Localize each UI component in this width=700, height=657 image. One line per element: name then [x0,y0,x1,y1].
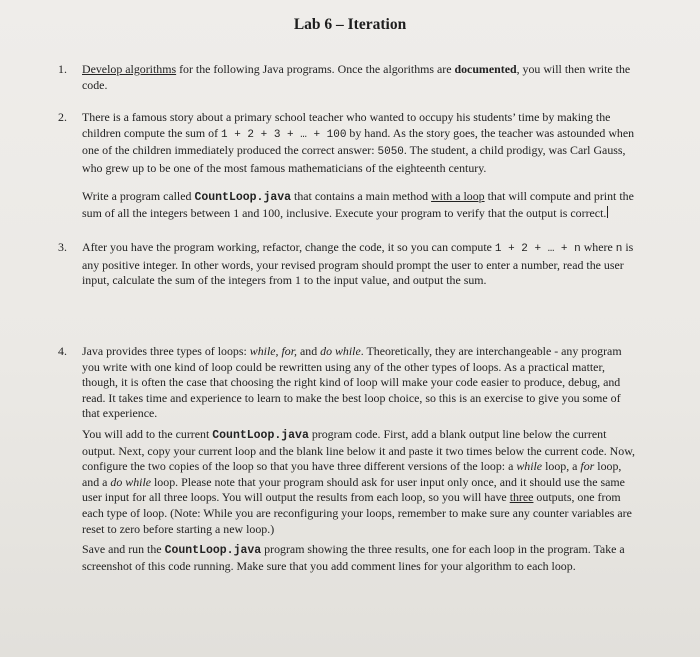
italic-text: while [516,459,543,474]
text: that will compute and print the sum of all the integers between 1 and 100, inclusive. Execute your program to verify that the output is correct. [82,189,634,220]
item-body [82,110,638,222]
code-answer: 5050 [377,146,404,159]
code-filename: CountLoop.java [164,544,262,558]
text: After you have the program working, refactor, change the code, it so you can compute [82,240,495,254]
text: loop, a [542,459,581,474]
text: loop, and a [82,459,622,489]
code-variable: n [615,243,623,255]
page-title: Lab 6 – Iteration [293,16,407,33]
text: and [297,344,321,358]
item-body [82,344,638,574]
item-body [82,240,638,289]
text: program code. First, add a blank output line below the current output. Next, copy your current loop and the blank line below it and paste it two times below the current code. Now, configure the two copies of the loop so that you have three different versions of the loop: a [82,426,635,474]
text: that contains a main method [291,189,432,204]
paragraph [82,62,638,93]
item-number: 1. [58,62,67,76]
text: for the following Java programs. Once the algorithms are [176,62,455,76]
text: outputs, one from each type of loop. (Note: While you are reconfiguring your loops, remember to make sure any counter variables are reset to zero before starting a new loop.) [82,490,632,536]
paragraph [82,189,638,221]
paragraph [82,344,638,422]
text: . Theoretically, they are interchangeable - any program you write with one kind of loop could be rewritten using any of the other types of loops. As a practical matter, though, it is often the case that choosing the right kind of loop will make your code easier to produce, debug, and read. It takes time and experience to learn to make the best loop choice, so this is an exercise to give you some of that experience. [82,344,622,421]
text: . The student, a child prodigy, was Carl Gauss, who grew up to be one of the most famous mathematicians of the eighteenth century. [82,143,626,175]
italic-text: while, for, [249,344,298,358]
text: program showing the three results, one for each loop in the program. Take a screenshot of this code running. Make sure that you add comment lines for your algorithm to each loop. [82,542,625,573]
item-number: 4. [58,344,67,358]
list-item-1 [58,62,638,93]
list-item-2 [58,110,638,222]
paragraph [82,240,638,289]
text: , you will then write the code. [82,62,631,92]
text: You will add to the current [82,426,213,441]
text: Java provides three types of loops: [82,344,250,358]
italic-text: do while [320,344,361,358]
text: loop. Please note that your program should ask for user input only once, and it should use the same user input for all three loops. You will output the results from each loop, so you will have [82,474,625,505]
paragraph [82,110,638,176]
list-item-3 [58,240,638,289]
item-number: 2. [58,110,67,124]
text: There is a famous story about a primary school teacher who wanted to occupy his students’ time by making the children compute the sum of [82,110,611,140]
code-filename: CountLoop.java [212,428,309,442]
text: Write a program called [82,189,195,204]
italic-text: for [580,459,595,474]
italic-text: do while [110,474,152,489]
text: where [580,240,616,254]
text: Save and run the [82,542,165,557]
underlined-text: Develop algorithms [82,62,177,76]
text: by hand. As the story goes, the teacher was astounded when one of the children immediately produced the correct answer: [82,125,635,158]
list-item-4 [58,344,638,574]
code-expression: 1 + 2 + 3 + … + 100 [221,128,347,141]
text: is any positive integer. In other words, your revised program should prompt the user to enter a number, read the user input, calculate the sum of the integers from 1 to the input value, and output the sum. [82,240,634,288]
underlined-text: three [509,490,534,505]
code-expression: 1 + 2 + … + n [494,243,581,255]
item-body [82,62,638,93]
paragraph [82,427,638,537]
paragraph [82,542,638,574]
underlined-text: with a loop [431,189,485,204]
bold-text: documented [454,62,517,76]
text-cursor [607,206,608,218]
item-number: 3. [58,240,67,254]
code-filename: CountLoop.java [194,191,292,205]
